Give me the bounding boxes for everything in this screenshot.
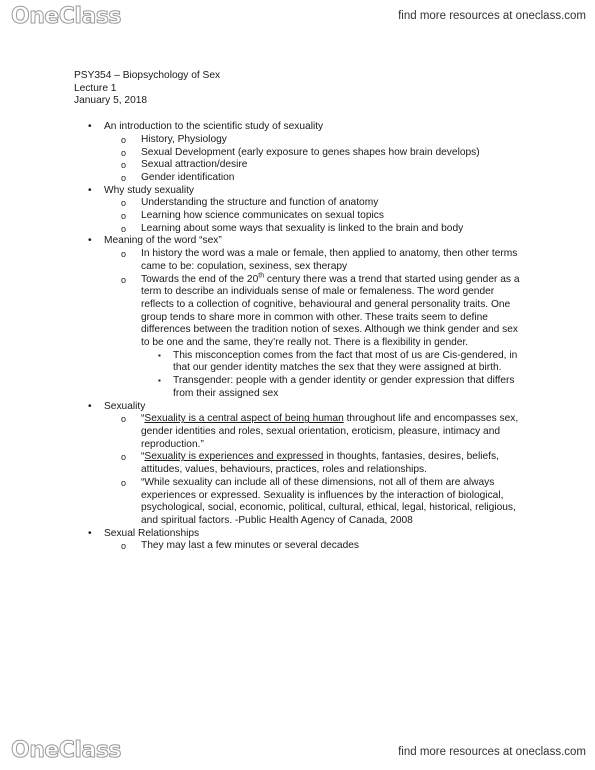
circle-bullet-icon: o [121, 211, 127, 222]
section-title: Meaning of the word “sex” [104, 235, 222, 247]
square-bullet-icon: ▪ [158, 376, 161, 386]
bullet-icon: • [88, 184, 92, 196]
circle-bullet-icon: o [121, 147, 127, 158]
list-item: o Learning about some ways that sexuality is linked to the brain and body [121, 222, 464, 234]
section-sexuality [74, 401, 524, 528]
list-item: ▪ This misconception comes from the fact that most of us are Cis-gendered, in that our gender identity matches the sex that they were assigned at birth. [158, 349, 518, 374]
circle-bullet-icon: o [121, 134, 127, 145]
oneclass-logo-bottom: OneClass [11, 738, 122, 763]
circle-bullet-icon: o [121, 477, 127, 488]
list-item: o In history the word was a male or female, then applied to anatomy, then other terms came to be: copulation, sexiness, sex therapy [121, 248, 518, 272]
resources-tagline-top[interactable]: find more resources at oneclass.com [398, 10, 586, 22]
list-item: o “While sexuality can include all of these dimensions, not all of them are always experiences or expressed. Sexuality is influences by the interaction of biological, psychological, social, economic, political, cultural, ethical, legal, historical, religious, and spiritual factors. -Public Health Agency of Canada, 2008 [121, 476, 516, 526]
lecture-number: Lecture 1 [74, 82, 117, 94]
circle-bullet-icon: o [121, 414, 127, 425]
circle-bullet-icon: o [121, 198, 127, 209]
list-item: o They may last a few minutes or several decades [121, 540, 359, 552]
list-item: o History, Physiology [121, 133, 227, 145]
document-header [74, 70, 524, 108]
section-intro [74, 121, 524, 185]
circle-bullet-icon: o [121, 541, 127, 552]
list-item: o Sexual attraction/desire [121, 159, 248, 171]
gender-paragraph: Towards the end of the 20th century there was a trend that started using gender as a term to describe an individuals sense of male or femaleness. The word gender reflects to a collection of cognitive, behavioural and general personality traits. One group tends to share more in common with other. These traits seem to define differences between the tradition notion of sexes. Although we think gender and sex to be one and the same, they’re really not. There is a flexibility in gender. [141, 272, 520, 349]
resources-tagline-bottom[interactable]: find more resources at oneclass.com [398, 746, 586, 758]
list-item: o Understanding the structure and function of anatomy [121, 197, 379, 209]
list-item: ▪ Transgender: people with a gender identity or gender expression that differs from their assigned sex [158, 375, 515, 399]
section-title: Sexual Relationships [104, 527, 200, 539]
list-item: o “Sexuality is a central aspect of being human throughout life and encompasses sex, gender identities and roles, sexual orientation, eroticism, pleasure, intimacy and reproduction.” [121, 413, 519, 450]
outline-list [74, 121, 524, 553]
circle-bullet-icon: o [121, 223, 127, 234]
list-item: o Sexual Development (early exposure to genes shapes how brain develops) [121, 146, 480, 158]
circle-bullet-icon: o [121, 172, 127, 183]
section-title: An introduction to the scientific study of sexuality [104, 121, 324, 133]
lecture-notes [74, 70, 524, 553]
section-relationships [74, 528, 524, 553]
section-title: Sexuality [104, 400, 146, 412]
circle-bullet-icon: o [121, 452, 127, 463]
section-why-study [74, 185, 524, 236]
bullet-icon: • [88, 400, 92, 412]
bullet-icon: • [88, 235, 92, 247]
list-item: o “Sexuality is experiences and expressed in thoughts, fantasies, desires, beliefs, attitudes, values, behaviours, practices, roles and relationships. [121, 451, 499, 476]
oneclass-logo-top: OneClass [11, 4, 122, 29]
square-bullet-icon: ▪ [158, 350, 161, 360]
bullet-icon: • [88, 121, 92, 133]
list-item: o Learning how science communicates on sexual topics [121, 210, 384, 222]
section-title: Why study sexuality [104, 184, 195, 196]
lecture-date: January 5, 2018 [74, 95, 148, 107]
circle-bullet-icon: o [121, 249, 127, 260]
bullet-icon: • [88, 527, 92, 539]
course-title: PSY354 – Biopsychology of Sex [74, 70, 221, 81]
section-meaning-of-sex [74, 235, 524, 400]
list-item: o Gender identification [121, 171, 235, 183]
list-item [104, 274, 524, 401]
circle-bullet-icon: o [121, 274, 127, 285]
circle-bullet-icon: o [121, 160, 127, 171]
